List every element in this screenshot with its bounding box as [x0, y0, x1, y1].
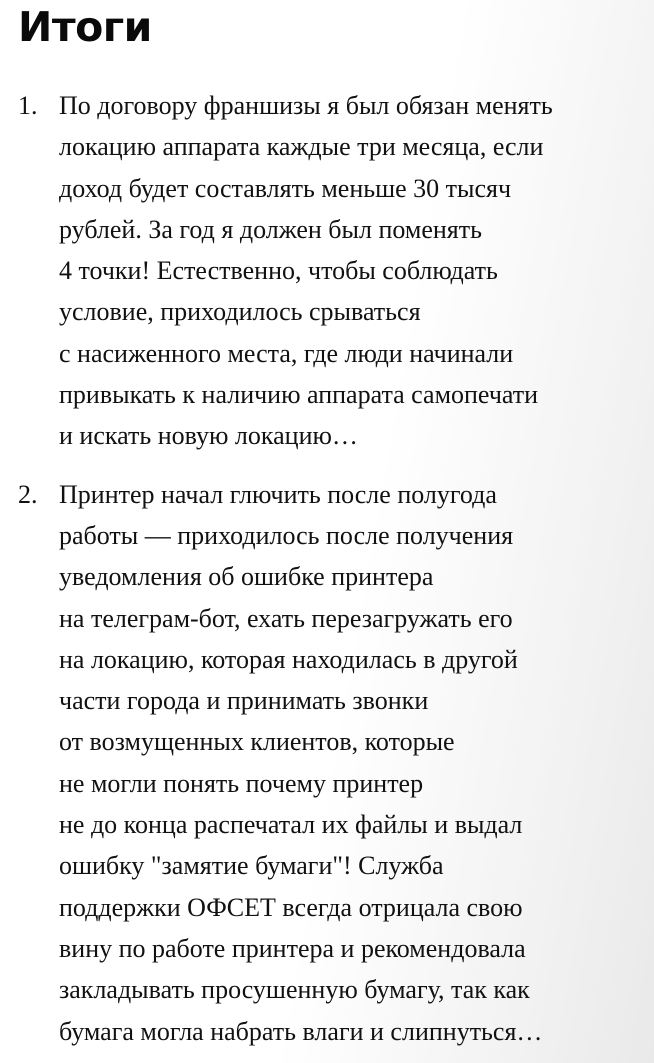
text-line: рублей. За год я должен был поменять: [59, 214, 482, 244]
text-line: закладывать просушенную бумагу, так как: [59, 975, 530, 1005]
list-item-number: 2.: [18, 479, 38, 509]
text-line: на локацию, которая находилась в другой: [59, 644, 518, 674]
text-line: бумага могла набрать влаги и слипнуться…: [59, 1016, 543, 1046]
list-item-number: 1.: [18, 91, 38, 120]
list-item-text: [59, 474, 647, 1052]
list-item-1: [0, 85, 654, 457]
text-line: локацию аппарата каждые три месяца, если: [59, 132, 544, 162]
text-line: и искать новую локацию…: [59, 421, 358, 451]
text-line: вину по работе принтера и рекомендовала: [59, 933, 526, 963]
list-item-2: [0, 474, 654, 1052]
text-line: с насиженного места, где люди начинали: [59, 338, 514, 368]
summary-list: [0, 85, 654, 1052]
text-line: не могли понять почему принтер: [59, 768, 424, 798]
text-line: доход будет составлять меньше 30 тысяч: [59, 173, 512, 203]
page-title: Итоги: [18, 3, 152, 51]
text-line: условие, приходилось срываться: [59, 297, 421, 327]
text-line: на телеграм-бот, ехать перезагружать его: [59, 603, 513, 633]
text-line: 4 точки! Естественно, чтобы соблюдать: [59, 256, 498, 286]
text-line: не до конца распечатал их файлы и выдал: [59, 810, 523, 840]
text-line: части города и принимать звонки: [59, 686, 429, 716]
list-item-text: [59, 85, 647, 457]
text-line: привыкать к наличию аппарата самопечати: [59, 380, 539, 410]
text-line: ошибку "замятие бумаги"! Служба: [59, 851, 444, 881]
text-line: уведомления об ошибке принтера: [59, 562, 434, 592]
text-line: работы — приходилось после получения: [59, 520, 514, 550]
text-line: от возмущенных клиентов, которые: [59, 727, 455, 757]
text-line: Принтер начал глючить после полугода: [59, 479, 497, 509]
text-line: поддержки ОФСЕТ всегда отрицала свою: [59, 892, 523, 922]
text-line: По договору франшизы я был обязан менять: [59, 91, 553, 120]
